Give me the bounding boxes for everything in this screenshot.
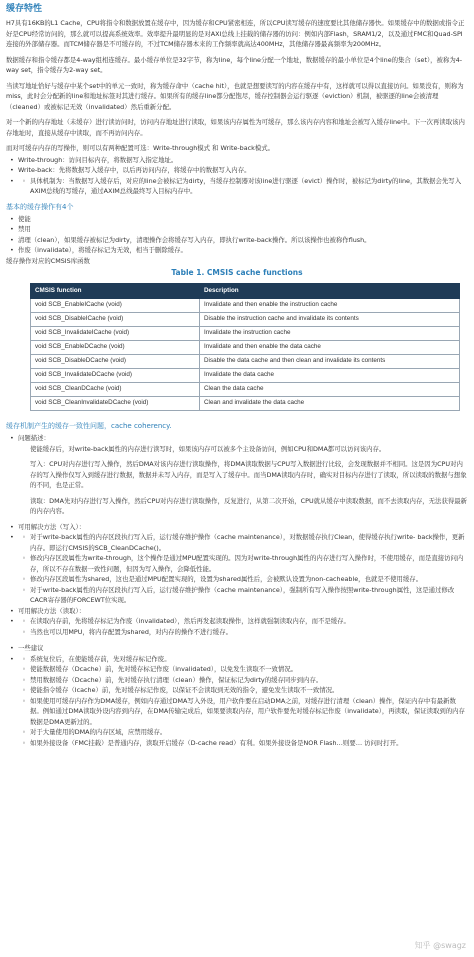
intro-paragraph-2: 数据缓存和指令缓存都是4-way组相连缓存。最小缓存单位是32字节，称为line，每个line分配一个地址，数据缓存的最小单位是4个line的集合（set），被称为4-way set，指令缓存为2-way set。 [6, 55, 463, 74]
write-fix-list [6, 522, 468, 638]
table-cell: void SCB_CleanDCache (void) [31, 383, 200, 397]
tips-label: • 一些建议 [18, 643, 468, 654]
list-item: • Write-through：访问目标内存，将数据写入指定地址。 [18, 155, 468, 166]
list-item: ◦ 修改内存区段属性为write-through，这个操作是通过MPU配置实现的。因为对write-through属性的内存进行写入操作时，不使用缓存，而是直接访问内存，所以不存在数据一致性问题，但因为写入操作，会降低性能。 [30, 553, 468, 574]
table-cell: Invalidate the instruction cache [200, 327, 460, 341]
list-item: ◦ 对于大量使用的DMA的内存区域，应禁用缓存。 [30, 727, 468, 738]
list-item: ◦ 禁用数据缓存（Dcache）前，先对缓存执行清理（clean）操作，保证标记为dirty的缓存同步到内存。 [30, 675, 468, 686]
watermark: 知乎 @swagz [414, 940, 466, 950]
list-item: ◦ • 在读取内存前，先将缓存标记为作废（invalidated），然后再发起读取操作，这样就强制读取内存，而不是缓存。 [30, 616, 468, 627]
table-cell: void SCB_DisableDCache (void) [31, 355, 200, 369]
table-header-row [31, 283, 460, 299]
table-row [31, 369, 460, 383]
list-item: • 使能 [18, 214, 468, 225]
write-fix-items [18, 532, 468, 606]
table-cell: void SCB_EnableDCache (void) [31, 341, 200, 355]
table-cell: Invalidate and then enable the instruction cache [200, 299, 460, 313]
table-row [31, 341, 460, 355]
list-item: ◦ • 具体机制为：当数据写入缓存后，对应的line会被标记为dirty，当缓存控制器对该line进行驱逐（evict）操作时，被标记为dirty的line，其数据会先写入AXIM总线的写缓存，通过AXIM总线最终写入目标内存中。 [30, 176, 468, 197]
list-item: ◦ 如果使用可缓存内存作为DMA缓存，例如内存通过DMA写入外设，用户软件要在启动DMA之前，对缓存进行清理（clean）操作，保证内存中有最新数据。例如通过DMA读取外设内容到内存，在DMA传输完成后，如果要读取内存，用户软件要先对缓存标记作废（invalidate），再读取，保证读取到的内存数据是DMA更新过的。 [30, 696, 468, 728]
list-item: ◦ 修改内存区段属性为shared，这也是通过MPU配置实现的，设置为shared属性后，会被默认设置为non-cacheable，也就是不使用缓存。 [30, 574, 468, 585]
table-row [31, 355, 460, 369]
list-item [18, 176, 468, 197]
list-item: • 作废（invalidate），将缓存标记为无效，相当于删除缓存。 [18, 245, 468, 256]
write-back-detail-list [18, 176, 468, 197]
basic-ops-list [6, 214, 468, 256]
tips-items [18, 654, 468, 749]
tips-list [6, 643, 468, 748]
table-row [31, 327, 460, 341]
table-row [31, 313, 460, 327]
column-header: Description [200, 283, 460, 299]
list-item: • 禁用 [18, 224, 468, 235]
list-item: ◦ 当然也可以用MPU，将内存配置为shared，对内存的操作不进行缓存。 [30, 627, 468, 638]
intro-paragraph-1: H7具有16KB的L1 Cache，CPU将指令和数据放置在缓存中，因为缓存和CPU紧密相连，所以CPU读写缓存的速度要比其他储存器快。如果缓存中的数据或指令正好是CPU经常访问的，那么就可以提高系统效率。效率提升最明显的是对AXI总线上挂载的储存器的访问：例如内部Flash，SRAM1/2，以及通过FMC和Quad-SPI连接的外部储存器。而TCM储存器是不可缓存的，不过TCM储存器本来的工作频率就高达400MHz，其他储存器最高频率为200MHz。 [6, 19, 465, 48]
problem-paragraph-2: 写入：CPU对内存进行写入操作，然后DMA对该内存进行读取操作，将DMA读取数据与CPU写入数据进行比较，会发现数据并不相同。这是因为CPU对内存的写入操作仅写入到缓存进行数据，数据并未写入内存，而是写入了缓存中。而当DMA读取内存时，确实对目标内存进行了读取，所以读取的数据与想象的不同，也是正常。 [30, 460, 467, 489]
table-cell: void SCB_InvalidateICache (void) [31, 327, 200, 341]
read-fix-label: • 可用解决方法（读取）： [18, 606, 468, 617]
table-caption: Table 1. CMSIS cache functions [171, 268, 303, 277]
table-cell: void SCB_EnableICache (void) [31, 299, 200, 313]
list-item: ◦ 如果外接设备（FMC挂载）是普通内存，读取开启缓存（D-cache read）有利。如果外接设备是NOR Flash…则要… 访问时打开。 [30, 738, 468, 749]
list-item: ◦ 使能数据缓存（Dcache）前，先对缓存标记作废（invalidated），以免发生读取不一致情况。 [30, 664, 468, 675]
table-cell: void SCB_DisableICache (void) [31, 313, 200, 327]
list-item: ◦ 对于write-back属性的内存区段执行写入后，运行缓存维护操作（cache maintenance），强制所有写入操作按照write-through属性，这是通过修改CACR寄存器的FORCEWT位实现。 [30, 585, 468, 606]
coherency-list [6, 433, 468, 444]
list-item: • 清理（clean），如果缓存被标记为dirty，清理操作会将缓存写入内存，即执行write-back操作。所以该操作也被称作flush。 [18, 235, 468, 246]
problem-label: • 问题描述： [18, 433, 468, 444]
list-item: ◦ • 对于write-back属性的内存区段执行写入后，运行缓存维护操作（cache maintenance），对数据缓存执行Clean，使得缓存执行write- back操作，更新内存。即运行CMSIS的SCB_CleanDCache()。 [30, 532, 468, 553]
write-fix-label: • 可用解决方法（写入）： [18, 522, 468, 533]
table-row [31, 397, 460, 411]
cmsis-function-table [30, 283, 460, 412]
table-cell: void SCB_InvalidateDCache (void) [31, 369, 200, 383]
problem-paragraph-1: 使能缓存后，对write-back属性的内存进行读写时，如果该内存可以被多个主设备访问，例如CPU和DMA都可以访问该内存。 [30, 444, 386, 453]
column-header: CMSIS function [31, 283, 200, 299]
intro-paragraph-3: 当读写地址恰好与缓存中某个set中的单元一致时，称为缓存命中（cache hit），也就是想要读写的内容在缓存中有，这样就可以得以直接访问。如果没有，则称为miss，此时会分配新的line和地址标签对其进行缓存。如果所有的缓存line都分配饱尽，缓存控制器会运行驱逐（eviction）机制，被驱逐的line会被清理（cleaned）或被标记无效（invalidated）然后重新分配。 [6, 81, 464, 111]
coherency-heading: 缓存机制产生的缓存一致性问题，cache coherency. [6, 422, 172, 430]
basic-ops-heading: 基本的缓存操作有4个 [6, 202, 74, 211]
table-cell: Disable the data cache and then clean and invalidate its contents [200, 355, 460, 369]
list-item [18, 654, 468, 749]
read-fix-items [18, 616, 468, 637]
intro-paragraph-4: 对一个新的内存地址（未缓存）进行读访问时，访问内存地址进行读取，如果该内存属性为可缓存，那么该内存内容和地址会被写入缓存line中。下一次再读取该内存地址时，直接从缓存中读取，而不再访问内存。 [6, 118, 465, 137]
page-title: 缓存特性 [6, 4, 43, 14]
table-row [31, 299, 460, 313]
table-cell: Invalidate and then enable the data cache [200, 341, 460, 355]
table-row [31, 383, 460, 397]
list-item [18, 532, 468, 606]
intro-paragraph-5: 而对可缓存内存的写操作，则可以有两种配置可选：Write-through模式 和 Write-back模式。 [6, 144, 275, 152]
cmsis-label: 缓存操作对应的CMSIS库函数 [6, 256, 90, 265]
list-item: ◦ 使能指令缓存（Icache）前，先对缓存标记作废，以保证不会读取到无效的指令，避免发生读取不一致情况。 [30, 685, 468, 696]
table-cell: Clean and invalidate the data cache [200, 397, 460, 411]
list-item: ◦ • 系统复位后，在使能缓存前，先对缓存标记作废。 [30, 654, 468, 665]
list-item: • Write-back：先将数据写入缓存中，以后再访问内存，将缓存中的数据写入内存。 [18, 165, 468, 176]
table-cell: Clean the data cache [200, 383, 460, 397]
list-item [18, 616, 468, 637]
table-cell: void SCB_CleanInvalidateDCache (void) [31, 397, 200, 411]
table-cell: Invalidate the data cache [200, 369, 460, 383]
problem-paragraph-3: 读取：DMA先对内存进行写入操作，然后CPU对内存进行读取操作，反复进行，从第二次开始，CPU就从缓存中读取数据，而不去读取内存，无法获得最新的内存内容。 [30, 496, 468, 515]
table-cell: Disable the instruction cache and invalidate its contents [200, 313, 460, 327]
write-mode-list [6, 155, 468, 197]
problem-description [6, 444, 468, 517]
